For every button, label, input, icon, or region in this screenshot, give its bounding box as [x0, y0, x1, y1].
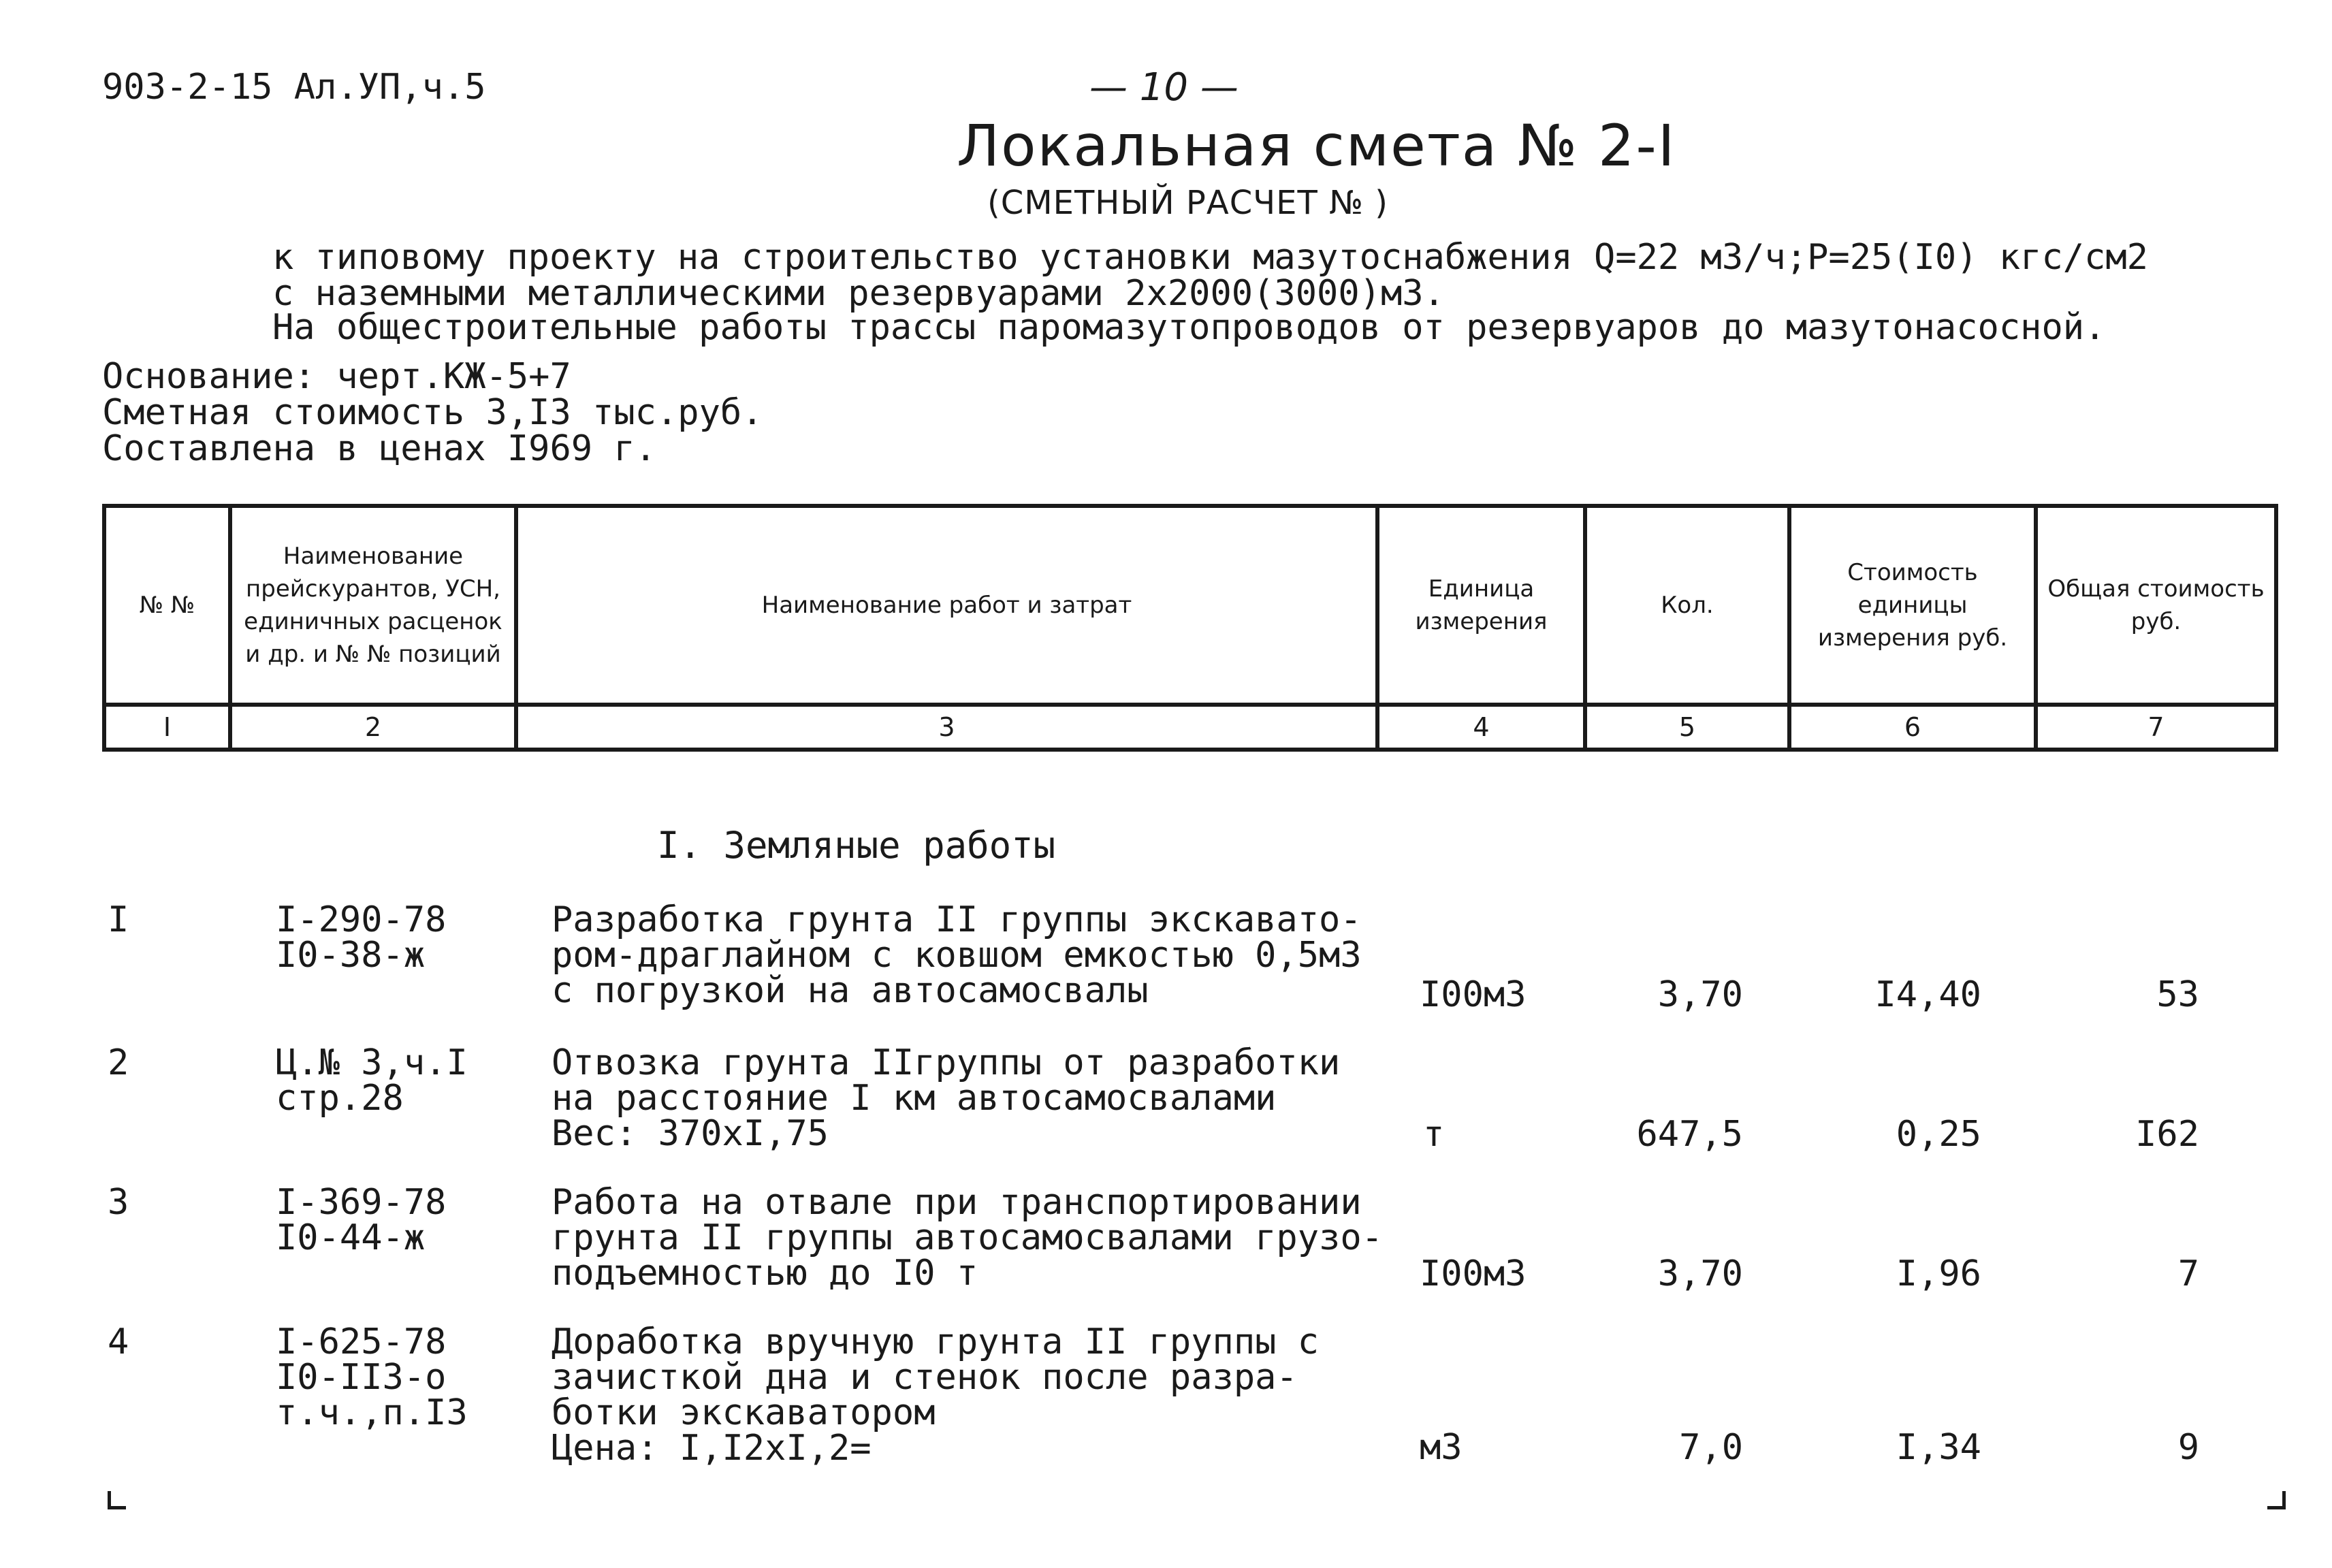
column-header-total-cost: Общая стоимость руб. [2036, 506, 2276, 705]
row-total: 9 [2177, 1427, 2199, 1468]
column-number: 5 [1585, 705, 1789, 750]
row-unit-price: I,96 [1896, 1253, 1981, 1294]
row-number: 3 [108, 1182, 129, 1223]
row-code-line: Ц.№ 3,ч.I [276, 1042, 468, 1083]
description-line-3: На общестроительные работы трассы паромазутопроводов от резервуаров до мазутонасосной. [272, 307, 2106, 348]
column-header-code: Наименование прейскурантов, УСН, единичных расценок и др. и № № позиций [230, 506, 516, 705]
row-unit: т [1423, 1114, 1445, 1155]
section-title: I. Земляные работы [657, 824, 1056, 867]
row-total: I62 [2135, 1114, 2199, 1155]
row-code [276, 1042, 468, 1119]
row-work-description [552, 1042, 1341, 1154]
document-code: 903-2-15 Ал.УП,ч.5 [102, 67, 486, 108]
row-work-line: с погрузкой на автосамосвалы [552, 970, 1149, 1011]
row-code-line: I-290-78 [276, 899, 447, 940]
page-number: — 10 — [1089, 65, 1239, 110]
row-work-description [552, 1182, 1383, 1294]
row-unit: I00м3 [1420, 1253, 1527, 1294]
column-header-unit-cost: Стоимость единицы измерения руб. [1789, 506, 2036, 705]
row-quantity: 3,70 [1657, 1253, 1743, 1294]
row-code [276, 1182, 447, 1258]
row-work-line: грунта II группы автосамосвалами грузо- [552, 1217, 1383, 1258]
row-total: 7 [2177, 1253, 2199, 1294]
estimate-subtitle: (СМЕТНЫЙ РАСЧЕТ № ) [987, 184, 1388, 222]
column-number: 7 [2036, 705, 2276, 750]
header-row [104, 506, 2276, 705]
row-work-line: Цена: I,I2хI,2= [552, 1428, 872, 1469]
cost-line: Сметная стоимость 3,I3 тыс.руб. [102, 392, 763, 433]
row-number: 2 [108, 1042, 129, 1083]
row-work-line: зачисткой дна и стенок после разра- [552, 1357, 1298, 1398]
corner-mark-bottom-right [2267, 1491, 2286, 1509]
column-number: 4 [1377, 705, 1585, 750]
column-header-number: № № [104, 506, 230, 705]
row-code [276, 1322, 468, 1433]
row-work-description [552, 899, 1362, 1011]
description-line-1: к типовому проекту на строительство установки мазутоснабжения Q=22 м3/ч;Р=25(I0) кгс/см2 [272, 237, 2148, 278]
row-quantity: 647,5 [1636, 1114, 1743, 1155]
row-work-line: подъемностью до I0 т [552, 1253, 978, 1294]
row-work-line: Доработка вручную грунта II группы с [552, 1322, 1320, 1362]
prices-line: Составлена в ценах I969 г. [102, 428, 656, 469]
row-code-line: I0-44-ж [276, 1217, 426, 1258]
column-header-quantity: Кол. [1585, 506, 1789, 705]
row-code-line: стр.28 [276, 1078, 404, 1119]
row-code-line: I-369-78 [276, 1182, 447, 1223]
description-line-2: с наземными металлическими резервуарами 2х2000(3000)м3. [272, 273, 1445, 314]
row-unit: I00м3 [1420, 974, 1527, 1015]
column-number: 6 [1789, 705, 2036, 750]
column-number: 3 [516, 705, 1377, 750]
row-quantity: 7,0 [1679, 1427, 1743, 1468]
column-number-row [104, 705, 2276, 750]
row-work-description [552, 1322, 1320, 1469]
row-unit-price: I,34 [1896, 1427, 1981, 1468]
row-number: I [108, 899, 129, 940]
basis-line: Основание: черт.КЖ-5+7 [102, 356, 571, 397]
row-work-line: ром-драглайном с ковшом емкостью 0,5м3 [552, 935, 1362, 976]
corner-mark-bottom-left [108, 1491, 126, 1509]
row-work-line: Вес: 370хI,75 [552, 1113, 829, 1154]
row-work-line: Работа на отвале при транспортировании [552, 1182, 1362, 1223]
column-number: I [104, 705, 230, 750]
row-total: 53 [2156, 974, 2199, 1015]
row-number: 4 [108, 1322, 129, 1362]
column-header-work: Наименование работ и затрат [516, 506, 1377, 705]
row-quantity: 3,70 [1657, 974, 1743, 1015]
row-unit: м3 [1420, 1427, 1463, 1468]
row-work-line: Разработка грунта II группы экскавато- [552, 899, 1362, 940]
row-unit-price: I4,40 [1874, 974, 1981, 1015]
column-header-unit: Единица измерения [1377, 506, 1585, 705]
row-code-line: т.ч.,п.I3 [276, 1392, 468, 1433]
row-code-line: I0-II3-о [276, 1357, 447, 1398]
estimate-title: Локальная смета № 2-I [957, 112, 1676, 179]
estimate-header-table [102, 504, 2278, 752]
column-number: 2 [230, 705, 516, 750]
row-work-line: Отвозка грунта IIгруппы от разработки [552, 1042, 1341, 1083]
row-work-line: ботки экскаватором [552, 1392, 936, 1433]
row-code-line: I0-38-ж [276, 935, 426, 976]
row-code [276, 899, 447, 976]
row-code-line: I-625-78 [276, 1322, 447, 1362]
row-unit-price: 0,25 [1896, 1114, 1981, 1155]
row-work-line: на расстояние I км автосамосвалами [552, 1078, 1277, 1119]
